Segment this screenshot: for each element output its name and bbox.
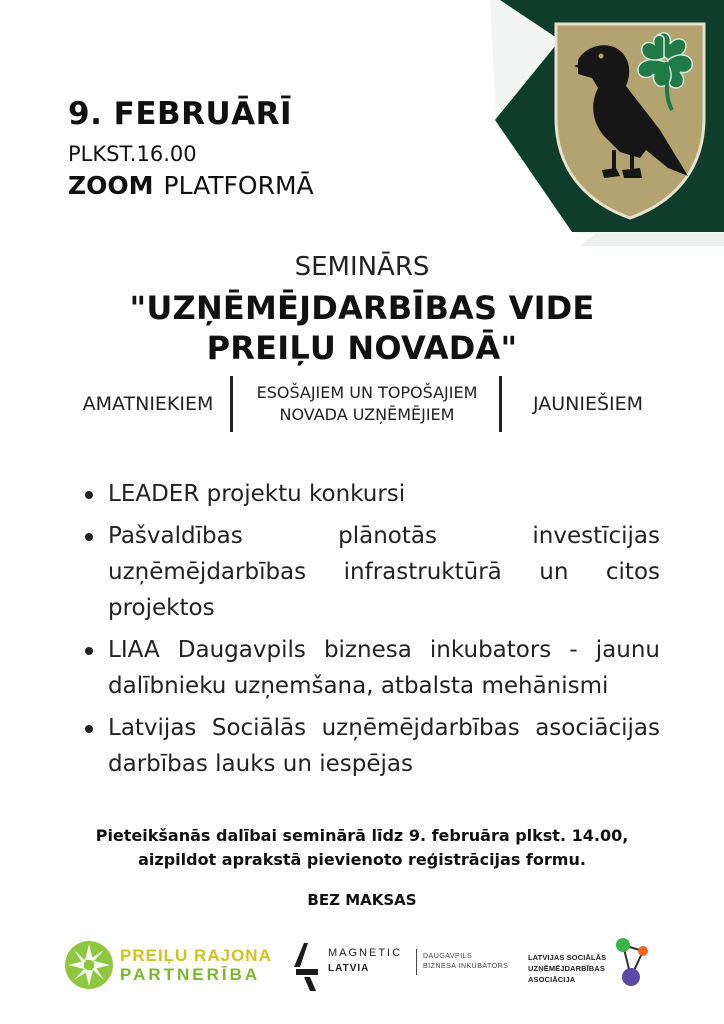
list-item: LIAA Daugavpils biznesa inkubators - jaunu dalībnieku uzņemšana, atbalsta mehānismi [82, 632, 660, 704]
lsua-line3: ASOCIĀCIJA [528, 975, 576, 984]
seminar-label: SEMINĀRS [294, 252, 430, 282]
registration-line-2: aizpildot aprakstā pievienoto reģistrācijas formu. [138, 850, 586, 869]
logo-magnetic-latvia [290, 937, 515, 997]
sunflower-icon [64, 940, 114, 990]
latvia-word: LATVIA [328, 963, 370, 974]
list-item: Pašvaldības plānotās investīcijas uzņēmējdarbības infrastruktūrā un citos projektos [82, 518, 660, 626]
audience-craftsmen: AMATNIEKIEM [82, 393, 214, 415]
audience-entrepreneurs [236, 376, 498, 432]
event-time: PLKST.16.00 [68, 142, 197, 166]
magnetic-latvia-mark-icon [290, 937, 324, 993]
network-dots-icon [613, 937, 659, 993]
price-label: BEZ MAKSAS [307, 891, 417, 909]
registration-notice [0, 824, 724, 872]
registration-line-1: Pieteikšanās dalībai seminārā līdz 9. februāra plkst. 14.00, [95, 826, 629, 845]
audience-entrepreneurs-line2: NOVADA UZŅĒMĒJIEM [279, 405, 455, 424]
event-platform [68, 171, 314, 200]
platform-name: ZOOM [68, 171, 154, 200]
lsua-line2: UZŅĒMĒJDARBĪBAS [528, 964, 605, 973]
magnetic-word: MAGNETIC [328, 947, 403, 959]
title-line-2: PREIĻU NOVADĀ" [206, 329, 518, 367]
lsua-line1: LATVIJAS SOCIĀLĀS [528, 953, 607, 962]
topics-list [82, 476, 660, 788]
seminar-title [0, 288, 724, 368]
logo-divider [416, 949, 417, 975]
event-date: 9. FEBRUĀRĪ [68, 96, 293, 132]
audience-divider [499, 376, 502, 432]
audience-divider [230, 376, 233, 432]
preili-logo-line2: PARTNERĪBA [120, 965, 261, 984]
list-item: LEADER projektu konkursi [82, 476, 660, 512]
list-item: Latvijas Sociālās uzņēmējdarbības asociācijas darbības lauks un iespējas [82, 710, 660, 782]
incubator-name: BIZNESA INKUBATORS [423, 963, 509, 970]
incubator-city: DAUGAVPILS [423, 953, 473, 960]
audience-youth: JAUNIEŠIEM [532, 393, 644, 415]
audience-entrepreneurs-line1: ESOŠAJIEM UN TOPOŠAJIEM [256, 383, 478, 402]
title-line-1: "UZŅĒMĒJDARBĪBAS VIDE [129, 289, 595, 327]
platform-label: PLATFORMĀ [163, 171, 314, 200]
preili-logo-line1: PREIĻU RAJONA [120, 946, 272, 965]
logo-lsua [528, 937, 663, 995]
logo-preili-partneriba [64, 937, 274, 993]
